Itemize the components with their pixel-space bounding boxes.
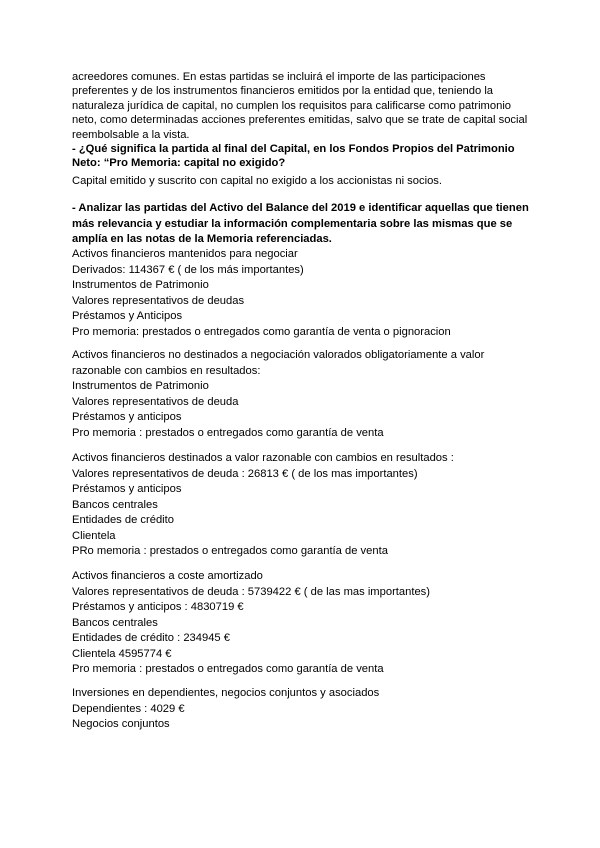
section-title: Activos financieros destinados a valor razonable con cambios en resultados :: [72, 452, 454, 464]
list-item: Pro memoria: prestados o entregados como garantía de venta o pignoracion: [72, 325, 451, 338]
intro-paragraph: [72, 70, 542, 142]
text-line: reembolsable a la vista.: [72, 128, 190, 141]
question-line: Neto: “Pro Memoria: capital no exigido?: [72, 157, 286, 170]
section-held-for-trading: [72, 247, 542, 340]
text-line: preferentes y de los instrumentos financieros emitidos por la entidad que, teniendo la: [72, 85, 494, 98]
question-line: - Analizar las partidas del Activo del Balance del 2019 e identificar aquellas que tienen: [72, 202, 529, 214]
question-line: - ¿Qué significa la partida al final del Capital, en los Fondos Propios del Patrimonio: [72, 143, 515, 155]
text-line: neto, como determinadas acciones preferentes emitidas, salvo que se trate de capital social: [72, 114, 528, 127]
list-item: Préstamos y anticipos: [72, 483, 182, 495]
list-item: Pro memoria : prestados o entregados como garantía de venta: [72, 663, 384, 675]
list-item: Clientela 4595774 €: [72, 647, 172, 660]
answer-line: Capital emitido y suscrito con capital no exigido a los accionistas ni socios.: [72, 175, 442, 187]
list-item: Valores representativos de deuda: [72, 395, 239, 408]
section-amortized-cost: [72, 569, 542, 678]
list-item: Valores representativos de deuda : 5739422 € ( de las mas importantes): [72, 585, 430, 598]
list-item: Clientela: [72, 529, 116, 542]
section-investments-subsidiaries: [72, 686, 542, 733]
list-item: Préstamos y Anticipos: [72, 310, 183, 322]
list-item: Préstamos y anticipos: [72, 411, 182, 423]
question-1: [72, 142, 542, 171]
section-title: Activos financieros no destinados a negociación valorados obligatoriamente a valor: [72, 349, 485, 361]
list-item: Instrumentos de Patrimonio: [72, 279, 209, 291]
section-fair-value-through-pl: [72, 451, 542, 560]
question-2: [72, 201, 542, 248]
list-item: PRo memoria : prestados o entregados como garantía de venta: [72, 545, 388, 557]
list-item: Instrumentos de Patrimonio: [72, 380, 209, 392]
question-line: amplía en las notas de la Memoria referenciadas.: [72, 233, 332, 245]
answer-1: [72, 174, 542, 190]
text-line: naturaleza jurídica de capital, no cumplen los requisitos para calificarse como patrimonio: [72, 99, 512, 112]
list-item: Entidades de crédito : 234945 €: [72, 632, 230, 644]
list-item: Bancos centrales: [72, 616, 158, 629]
list-item: Préstamos y anticipos : 4830719 €: [72, 601, 244, 613]
list-item: Pro memoria : prestados o entregados como garantía de venta: [72, 426, 384, 439]
section-title: Activos financieros mantenidos para negociar: [72, 248, 298, 260]
list-item: Dependientes : 4029 €: [72, 702, 185, 715]
section-title: razonable con cambios en resultados:: [72, 364, 261, 377]
list-item: Valores representativos de deudas: [72, 294, 245, 307]
section-non-trading-fair-value: [72, 348, 542, 441]
list-item: Negocios conjuntos: [72, 718, 170, 730]
section-title: Activos financieros a coste amortizado: [72, 570, 263, 582]
list-item: Bancos centrales: [72, 498, 158, 511]
list-item: Derivados: 114367 € ( de los más importantes): [72, 263, 304, 276]
list-item: Entidades de crédito: [72, 514, 174, 526]
text-line: acreedores comunes. En estas partidas se incluirá el importe de las participaciones: [72, 71, 486, 83]
question-line: más relevancia y estudiar la información complementaria sobre las mismas que se: [72, 217, 513, 230]
section-title: Inversiones en dependientes, negocios conjuntos y asociados: [72, 687, 380, 699]
list-item: Valores representativos de deuda : 26813 € ( de los mas importantes): [72, 467, 418, 480]
